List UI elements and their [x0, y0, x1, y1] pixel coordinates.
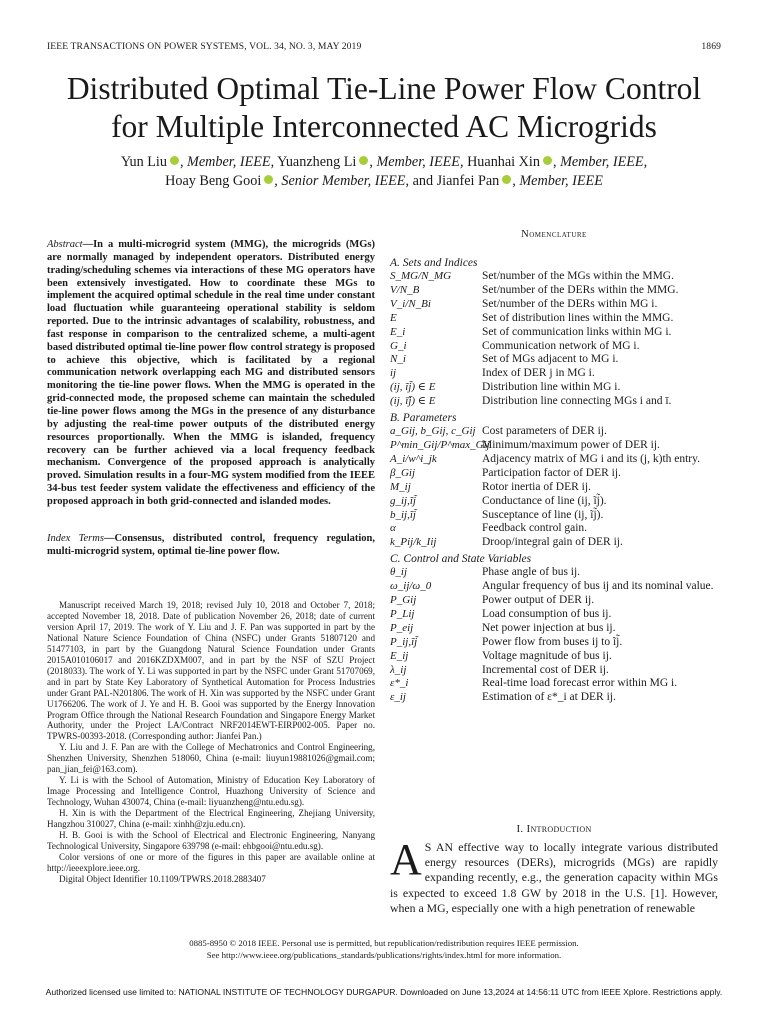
author-name: Hoay Beng Gooi	[165, 173, 262, 189]
section-number: I.	[516, 823, 524, 835]
nomenclature-row	[390, 677, 718, 691]
nomenclature-definition: Voltage magnitude of bus ij.	[482, 649, 612, 662]
nomenclature-definition: Participation factor of DER ij.	[482, 466, 621, 479]
nomenclature-symbol: M_ij	[390, 480, 411, 493]
nomenclature-definition: Real-time load forecast error within MG i.	[482, 677, 678, 690]
nomenclature-row	[390, 353, 718, 367]
nomenclature-definition: Power output of DER ij.	[482, 594, 595, 607]
nomenclature-row	[390, 298, 718, 312]
nomenclature-definition: Susceptance of line (ij, ĩj̃).	[482, 508, 604, 521]
nomenclature-table	[390, 254, 718, 705]
nomenclature-symbol: P_eij	[390, 621, 414, 634]
nomenclature-symbol: G_i	[390, 339, 407, 352]
nomenclature-row	[390, 425, 718, 439]
author-name: Yuanzheng Li	[277, 154, 357, 170]
nomenclature-row	[390, 367, 718, 381]
author-name: Yun Liu	[120, 154, 167, 170]
nomenclature-symbol: b_ij,ĩj̃	[390, 508, 416, 521]
nomenclature-definition: Phase angle of bus ij.	[482, 566, 581, 579]
nomenclature-row	[390, 395, 718, 409]
nomenclature-row	[390, 594, 718, 608]
nomenclature-row	[390, 481, 718, 495]
nomenclature-symbol: a_Gij, b_Gij, c_Gij	[390, 425, 476, 438]
nomenclature-row	[390, 509, 718, 523]
nomenclature-symbol: V/N_B	[390, 283, 420, 296]
nomenclature-definition: Index of DER j in MG i.	[482, 367, 595, 380]
nomenclature-definition: Incremental cost of DER ij.	[482, 663, 609, 676]
author-name: Jianfei Pan	[436, 173, 500, 189]
nomenclature-definition: Distribution line within MG i.	[482, 381, 621, 394]
footnote-color-versions: Color versions of one or more of the figures in this paper are available online at http://ieeexplore.ieee.org.	[47, 851, 375, 873]
nomenclature-row	[390, 622, 718, 636]
nomenclature-definition: Conductance of line (ij, ĩj̃).	[482, 494, 607, 507]
index-terms: Index Terms—Consensus, distributed control, frequency regulation, multi-microgrid system, optimal tie-line power flow.	[47, 533, 376, 557]
nomenclature-row	[390, 650, 718, 664]
nomenclature-section-heading: A. Sets and Indices	[390, 257, 478, 269]
nomenclature-definition: Adjacency matrix of MG i and its (j, k)th entry.	[482, 452, 701, 465]
nomenclature-row	[390, 453, 718, 467]
author-list: Yun Liu , Member, IEEE, Yuanzheng Li , Member, IEEE, Huanhai Xin , Member, IEEE, Hoay Beng Gooi , Senior Member, IEEE, and Jianfei Pan , Member, IEEE	[120, 154, 648, 189]
nomenclature-symbol: P_Gij	[390, 594, 417, 607]
nomenclature-row	[390, 522, 718, 536]
index-terms-label: Index Terms	[47, 533, 104, 544]
page-number: 1869	[701, 41, 721, 52]
nomenclature-row	[390, 664, 718, 678]
orcid-icon[interactable]	[359, 156, 368, 165]
nomenclature-row	[390, 312, 718, 326]
author-role: Member, IEEE	[376, 154, 460, 170]
nomenclature-symbol: N_i	[390, 353, 406, 366]
introduction-paragraph	[390, 835, 718, 916]
nomenclature-definition: Power flow from buses ij to ĩj̃.	[482, 635, 623, 648]
abstract: Abstract—In a multi-microgrid system (MMG), the microgrids (MGs) are normally managed by independent operators. Distributed energy trading/scheduling schemes via interactions of these MG operators have been extensively investigated. How to coordinate these MGs to implement the acquired optimal schedule in the real time under constant load fluctuation while guaranteeing operational stability is seldom reported. Due to the intrinsic advantages of scalability, robustness, and fast response in comparison to the centralized scheme, a multi-agent based distributed optimal tie-line power flow control strategy is proposed to achieve this objective, which is facilitated by a regional communication network overlapping each MG and distributed sensors monitoring the tie-line power flows. When the MMG is operated in the grid-connected mode, the proposed scheme can maintain the scheduled tie-line power flows among the MGs in the presence of any disturbance by adjusting the real-time power outputs of the distributed energy resources proportionally. When the MMG is islanded, frequency recovery can be further achieved via a local frequency feedback mechanism. Convergence of the proposed approach is analytically proved. Simulation results in a four-MG system modified from the IEEE 34-bus test feeder system validate the effectiveness and efficiency of the proposed approach in both grid-connected and islanded modes.	[47, 239, 375, 507]
nomenclature-definition: Feedback control gain.	[482, 522, 588, 535]
nomenclature-row	[390, 439, 718, 453]
nomenclature-row	[390, 636, 718, 650]
nomenclature-definition: Load consumption of bus ij.	[482, 607, 612, 620]
orcid-icon[interactable]	[502, 175, 511, 184]
nomenclature-symbol: ε_ij	[390, 691, 406, 704]
nomenclature-symbol: ε*_i	[390, 677, 409, 690]
drop-cap: A	[390, 835, 422, 884]
nomenclature-definition: Cost parameters of DER ij.	[482, 425, 607, 438]
nomenclature-row	[390, 691, 718, 705]
nomenclature-row	[390, 284, 718, 298]
author-name: Huanhai Xin	[467, 154, 540, 170]
nomenclature-symbol: k_Pij/k_Iij	[390, 536, 437, 549]
nomenclature-definition: Angular frequency of bus ij and its nominal value.	[482, 580, 714, 593]
nomenclature-row	[390, 340, 718, 354]
orcid-icon[interactable]	[170, 156, 179, 165]
nomenclature-symbol: β_Gij	[390, 466, 416, 479]
nomenclature-symbol: ij	[390, 367, 397, 380]
footnote-manuscript: Manuscript received March 19, 2018; revised July 10, 2018 and October 7, 2018; accepted November 18, 2018. Date of publication November 26, 2018; date of current version April 17, 2019. The work of Y. Liu and J. F. Pan was supported in part by the National Nature Science Foundation of China (NSFC) under Grants 51807120 and 51477103, in part by the Guangdong Natural Science Foundation under Grants 2015A010106017 and 2016KZDXM007, and in part by the NSF of SZU Project (2018033). The work of Y. Li was supported in part by the NSFC under Grant 51707069, and in part by State Key Laboratory of Synthetical Automation for Process Industries under Grant PAL-N201806. The work of H. Xin was supported by the NSFC under Grant U1766206. The work of J. Ye and H. B. Gooi was supported by the Energy Innovation Program Office through the National Research Foundation and Singapore Energy Market Authority, under the Project LA/Contract NRF2014EWT-EIRP002-005. Paper no. TPWRS-00393-2018. (Corresponding author: Jianfei Pan.)	[47, 600, 375, 742]
nomenclature-symbol: g_ij,ĩj̃	[390, 494, 416, 507]
nomenclature-definition: Set/number of the DERs within the MMG.	[482, 283, 679, 296]
introduction-text: S AN effective way to locally integrate various distributed energy resources (DERs), microgrids (MGs) are rapidly expanding recently, e.g., the generation capacity within MGs is expected to exceed 1.8 GW by 2018 in the U.S. [1]. However, when a MG, especially one with a high penetration of renewable	[390, 840, 718, 915]
nomenclature-definition: Rotor inertia of DER ij.	[482, 480, 591, 493]
author-role: Senior Member, IEEE	[281, 173, 406, 189]
nomenclature-section-heading: C. Control and State Variables	[390, 553, 532, 566]
nomenclature-row	[390, 495, 718, 509]
abstract-text: In a multi-microgrid system (MMG), the microgrids (MGs) are normally managed by independent operators. Distributed energy trading/scheduling schemes via interactions of these MG operators have been extensively investigated. How to coordinate these MGs to implement the acquired optimal schedule in the real time under constant load fluctuation while guaranteeing operational stability is seldom reported. Due to the intrinsic advantages of scalability, robustness, and fast response in comparison to the centralized scheme, a multi-agent based distributed optimal tie-line power flow control strategy is proposed to achieve this objective, which is facilitated by a regional communication network overlapping each MG and distributed sensors monitoring the tie-line power flows. When the MMG is operated in the grid-connected mode, the proposed scheme can maintain the scheduled tie-line power flows among the MGs in the presence of any disturbance by adjusting the real-time power outputs of the distributed energy resources proportionally. When the MMG is islanded, frequency recovery can be further achieved via a local frequency feedback mechanism. Convergence of the proposed approach is analytically proved. Simulation results in a four-MG system modified from the IEEE 34-bus test feeder system validate the effectiveness and efficiency of the proposed approach in both grid-connected and islanded modes.	[47, 239, 375, 507]
paper-title	[0, 70, 768, 146]
nomenclature-definition: Minimum/maximum power of DER ij.	[482, 438, 660, 451]
nomenclature-definition: Communication network of MG i.	[482, 339, 640, 352]
orcid-icon[interactable]	[264, 175, 273, 184]
nomenclature-title: Nomenclature	[521, 229, 587, 240]
nomenclature-symbol: P^min_Gij/P^max_Gij	[390, 438, 490, 451]
abstract-label: Abstract	[47, 239, 83, 250]
footnote-affiliation: H. Xin is with the Department of the Electrical Engineering, Zhejiang University, Hangzhou 310027, China (e-mail: xinhh@zju.edu.cn).	[47, 808, 375, 830]
nomenclature-symbol: P_Lij	[390, 607, 415, 620]
running-header-journal: IEEE TRANSACTIONS ON POWER SYSTEMS, VOL. 34, NO. 3, MAY 2019	[47, 41, 362, 52]
nomenclature-definition: Estimation of ε*_i at DER ij.	[482, 691, 616, 704]
author-conjunction: and	[412, 173, 434, 189]
author-role: Member, IEEE	[560, 154, 644, 170]
nomenclature-section-heading: B. Parameters	[390, 412, 457, 425]
nomenclature-row	[390, 467, 718, 481]
nomenclature-definition: Distribution line connecting MGs i and ī.	[482, 395, 672, 408]
nomenclature-row	[390, 536, 718, 550]
nomenclature-symbol: ω_ij/ω_0	[390, 580, 432, 593]
nomenclature-row	[390, 381, 718, 395]
nomenclature-row	[390, 326, 718, 340]
nomenclature-definition: Net power injection at bus ij.	[482, 621, 616, 634]
footnote-affiliation: Y. Li is with the School of Automation, Ministry of Education Key Laboratory of Image Processing and Intelligence Control, Huazhong University of Science and Technology, Wuhan 430074, China (e-mail: liyuanzheng@ntu.edu.sg).	[47, 775, 375, 808]
copyright-line-1: 0885-8950 © 2018 IEEE. Personal use is permitted, but republication/redistribution requires IEEE permission.	[189, 938, 579, 948]
nomenclature-definition: Droop/integral gain of DER ij.	[482, 536, 623, 549]
author-role: Member, IEEE	[187, 154, 271, 170]
nomenclature-symbol: E_i	[390, 325, 406, 338]
nomenclature-symbol: (ij, ī̄j̄) ∈ E	[390, 395, 436, 408]
license-banner: Authorized licensed use limited to: NATIONAL INSTITUTE OF TECHNOLOGY DURGAPUR. Downloaded on June 13,2024 at 14:56:11 UTC from IEEE Xplore. Restrictions apply.	[45, 987, 723, 997]
footnotes	[47, 600, 375, 885]
author-role: Member, IEEE	[519, 173, 603, 189]
copyright-line-2: See http://www.ieee.org/publications_standards/publications/rights/index.html for more information.	[206, 949, 562, 960]
nomenclature-symbol: P_ij,ĩj̃	[390, 635, 418, 648]
nomenclature-symbol: V_i/N_Bi	[390, 297, 431, 310]
nomenclature-row	[390, 566, 718, 580]
title-line-1: Distributed Optimal Tie-Line Power Flow Control	[66, 71, 702, 106]
orcid-icon[interactable]	[543, 156, 552, 165]
nomenclature-symbol: α	[390, 522, 396, 535]
nomenclature-definition: Set of communication links within MG i.	[482, 325, 672, 338]
nomenclature-row	[390, 270, 718, 284]
nomenclature-row	[390, 608, 718, 622]
footnote-doi: Digital Object Identifier 10.1109/TPWRS.2018.2883407	[59, 873, 266, 884]
nomenclature-definition: Set/number of the DERs within MG i.	[482, 297, 658, 310]
nomenclature-symbol: λ_ij	[390, 663, 407, 676]
title-line-2: for Multiple Interconnected AC Microgrids	[111, 109, 657, 144]
nomenclature-symbol: (ij, ĩj̃) ∈ E	[390, 381, 436, 394]
footnote-affiliation: Y. Liu and J. F. Pan are with the College of Mechatronics and Control Engineering, Shenzhen University, Shenzhen 518060, China (e-mail: liuyun19881026@gmail.com; pan_jian_fei@163.com).	[47, 742, 375, 775]
section-title: Introduction	[526, 823, 592, 835]
footnote-affiliation: H. B. Gooi is with the School of Electrical and Electronic Engineering, Nanyang Technological University, Singapore 639798 (e-mail: ehbgooi@ntu.edu.sg).	[47, 830, 375, 851]
section-heading-introduction	[390, 823, 718, 835]
copyright-notice	[60, 938, 708, 961]
nomenclature-symbol: θ_ij	[390, 566, 408, 579]
nomenclature-definition: Set of distribution lines within the MMG.	[482, 311, 674, 324]
nomenclature-symbol: A_i/w^i_jk	[390, 452, 437, 465]
nomenclature-symbol: E	[390, 311, 397, 324]
nomenclature-symbol: S_MG/N_MG	[390, 270, 452, 282]
nomenclature-row	[390, 580, 718, 594]
index-terms-text: Consensus, distributed control, frequency regulation, multi-microgrid system, optimal tie-line power flow.	[47, 533, 376, 557]
nomenclature-definition: Set of MGs adjacent to MG i.	[482, 353, 619, 366]
nomenclature-symbol: E_ij	[390, 649, 409, 662]
nomenclature-definition: Set/number of the MGs within the MMG.	[482, 270, 674, 282]
